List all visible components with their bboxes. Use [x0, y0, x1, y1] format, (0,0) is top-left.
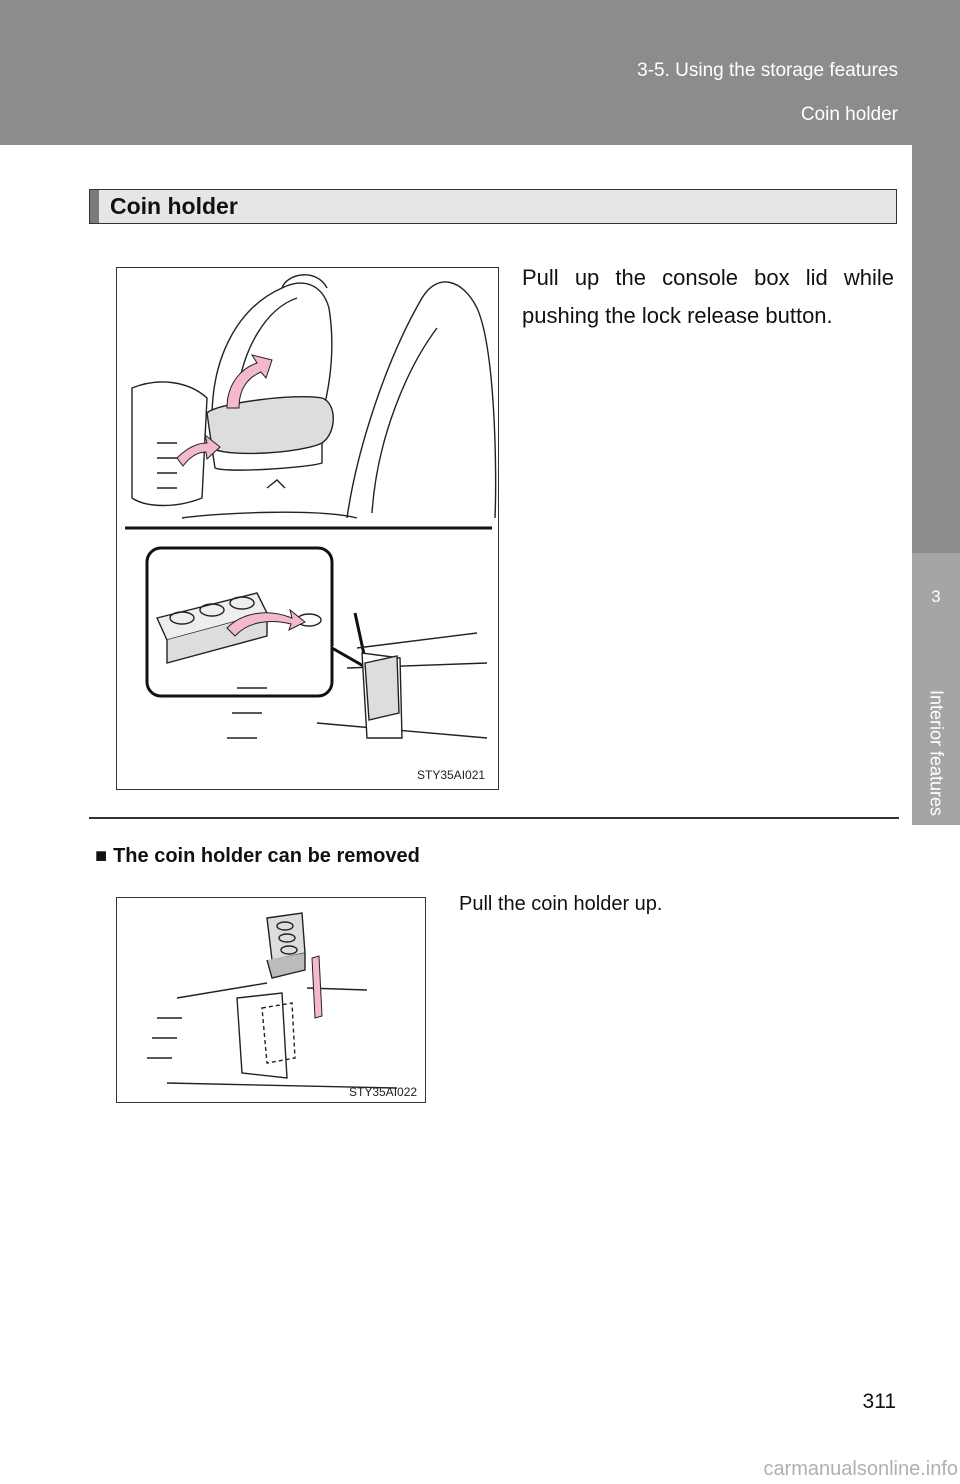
figure-code: STY35AI021 [417, 768, 486, 782]
coin-holder-illustration [117, 898, 427, 1104]
subheading-marker: ■ [95, 845, 108, 867]
side-tab-blank [912, 825, 960, 1484]
instruction-text: Pull up the console box lid while pushing the lock release button. [522, 265, 894, 328]
page-number: 311 [862, 1390, 896, 1413]
watermark: carmanualsonline.info [763, 1458, 958, 1480]
chapter-number: 3 [931, 587, 941, 606]
figure-coin-holder [116, 897, 426, 1103]
subheading-text: The coin holder can be removed [113, 845, 420, 867]
page-header [0, 0, 960, 145]
chapter-name: Interior features [926, 689, 947, 817]
figure-console-box [116, 267, 499, 790]
section-heading-box [89, 189, 897, 224]
section-heading: Coin holder [110, 193, 238, 219]
console-illustration [117, 268, 500, 791]
divider [89, 817, 899, 819]
chapter-tab[interactable] [912, 553, 960, 825]
instruction-text: Pull the coin holder up. [459, 893, 663, 915]
section-title: 3-5. Using the storage features [637, 60, 898, 81]
side-tab-spacer [912, 145, 960, 553]
subheading [95, 845, 420, 868]
figure-code: STY35AI022 [349, 1085, 418, 1099]
subsection-title: Coin holder [800, 104, 898, 125]
heading-bar [90, 190, 99, 223]
